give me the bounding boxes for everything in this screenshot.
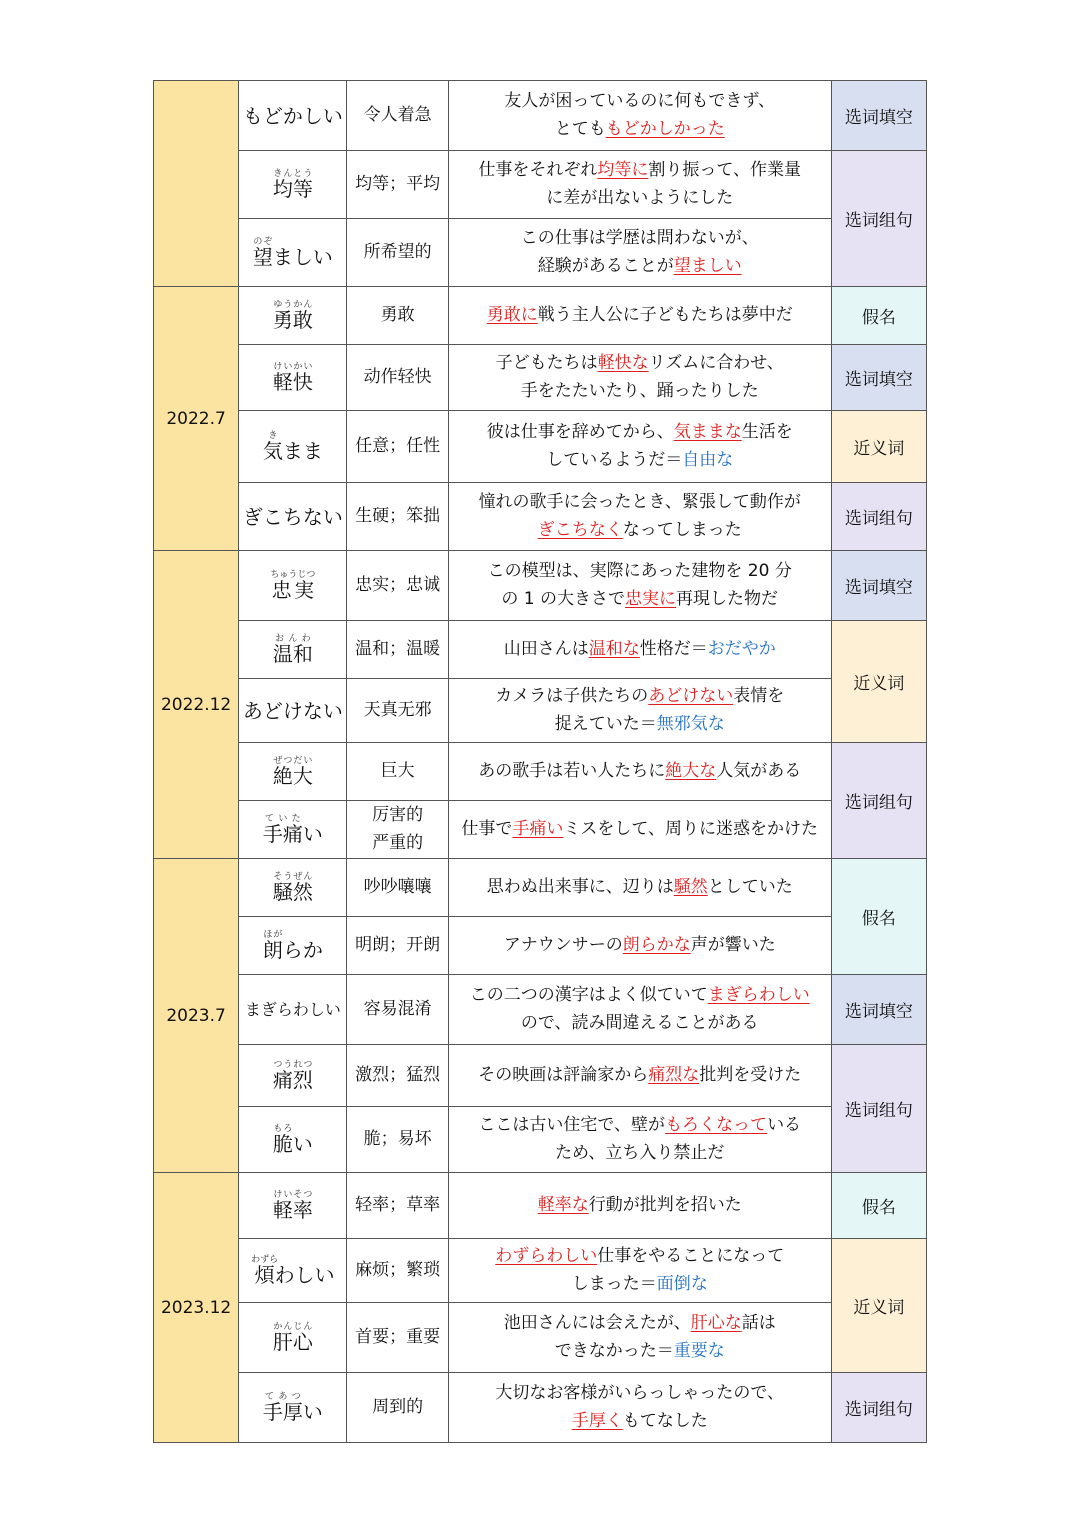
word-cell xyxy=(239,1303,347,1373)
meaning-cell xyxy=(347,679,448,743)
question-type-cell: 假名 xyxy=(831,859,926,975)
word-kanji: 均等 xyxy=(272,176,313,201)
synonym-word: 無邪気な xyxy=(656,713,725,734)
meaning-text-2: 严重的 xyxy=(372,832,424,853)
highlighted-word: 均等に xyxy=(597,160,649,181)
meaning-text: 周到的 xyxy=(372,1396,424,1417)
sentence-text: ため、立ち入り禁止だ xyxy=(555,1142,725,1163)
word-cell xyxy=(239,1173,347,1239)
meaning-cell xyxy=(347,743,448,801)
word-okurigana: わしい xyxy=(274,1262,335,1287)
table-row xyxy=(154,1107,927,1173)
furigana: ていた xyxy=(262,813,303,824)
furigana: もろ xyxy=(272,1123,293,1134)
sentence-text: 友人が困っているのに何もできず、 xyxy=(504,91,776,112)
word-kanji: 手厚 xyxy=(262,1399,303,1424)
example-sentence-cell xyxy=(448,1373,831,1443)
word-with-reading xyxy=(272,1123,293,1156)
word-cell xyxy=(239,551,347,621)
word-kanji: 望 xyxy=(252,244,273,269)
word-cell xyxy=(239,411,347,483)
meaning-text: 令人着急 xyxy=(363,104,432,125)
word-kanji: 騒然 xyxy=(272,879,313,904)
question-type-cell: 选词填空 xyxy=(831,975,926,1045)
meaning-cell xyxy=(347,551,448,621)
word-cell xyxy=(239,801,347,859)
sentence-text: としていた xyxy=(707,876,793,897)
meaning-cell xyxy=(347,1045,448,1107)
word-with-reading xyxy=(272,168,313,201)
meaning-cell xyxy=(347,1107,448,1173)
table-row xyxy=(154,219,927,287)
meaning-cell xyxy=(347,801,448,859)
question-type-cell: 假名 xyxy=(831,1173,926,1239)
example-sentence-cell xyxy=(448,859,831,917)
example-sentence-cell xyxy=(448,1045,831,1107)
sentence-text: できなかった＝ xyxy=(554,1340,674,1361)
word-okurigana: ましい xyxy=(272,244,333,269)
word-cell xyxy=(239,151,347,219)
table-row xyxy=(154,975,927,1045)
word-with-reading xyxy=(272,1321,313,1354)
word-cell xyxy=(239,219,347,287)
table-row xyxy=(154,1239,927,1303)
highlighted-word: 手痛い xyxy=(512,818,564,839)
word-kanji: 朗 xyxy=(262,937,283,962)
highlighted-word: 肝心な xyxy=(690,1313,742,1334)
meaning-text: 容易混淆 xyxy=(363,998,432,1019)
table-row xyxy=(154,743,927,801)
meaning-cell xyxy=(347,1173,448,1239)
word-kanji: 勇敢 xyxy=(272,307,313,332)
meaning-cell xyxy=(347,411,448,483)
word-cell xyxy=(239,1107,347,1173)
meaning-cell xyxy=(347,219,448,287)
furigana: けいそつ xyxy=(272,1189,313,1200)
furigana: わずら xyxy=(251,1254,279,1265)
question-type-cell: 选词组句 xyxy=(831,1373,926,1443)
word-cell xyxy=(239,1045,347,1107)
sentence-text: リズムに合わせ、 xyxy=(648,353,784,374)
furigana: き xyxy=(262,430,283,441)
example-sentence-cell xyxy=(448,975,831,1045)
sentence-text: この模型は、実際にあった建物を 20 分 xyxy=(487,561,792,582)
word-okurigana: い xyxy=(302,821,323,846)
word-okurigana: い xyxy=(302,1399,323,1424)
furigana: けいかい xyxy=(272,361,313,372)
word-kanji: 脆 xyxy=(272,1131,293,1156)
sentence-text: 山田さんは xyxy=(503,638,589,659)
word-cell xyxy=(239,345,347,411)
sentence-text: 捉えていた＝ xyxy=(554,713,657,734)
word-kanji: 肝心 xyxy=(272,1329,313,1354)
sentence-text: 行動が批判を招いた xyxy=(588,1194,742,1215)
example-sentence-cell xyxy=(448,345,831,411)
table-row xyxy=(154,1045,927,1107)
highlighted-word: あどけない xyxy=(648,686,734,707)
exam-date-cell: 2023.7 xyxy=(154,859,239,1173)
sentence-text: 思わぬ出来事に、辺りは xyxy=(486,876,674,897)
sentence-text: あの歌手は若い人たちに xyxy=(478,760,666,781)
example-sentence-cell xyxy=(448,483,831,551)
word-kanji: 痛烈 xyxy=(272,1067,313,1092)
example-sentence-cell xyxy=(448,621,831,679)
meaning-text: 勇敢 xyxy=(380,304,415,325)
meaning-text: 动作轻快 xyxy=(363,366,432,387)
word-cell xyxy=(239,621,347,679)
table-row xyxy=(154,483,927,551)
sentence-text: この仕事は学歴は問わないが、 xyxy=(520,228,759,249)
exam-date-cell: 2022.12 xyxy=(154,551,239,859)
word-with-reading xyxy=(252,236,273,269)
word-with-reading xyxy=(272,361,313,394)
word-cell xyxy=(239,1373,347,1443)
word-kanji: 絶大 xyxy=(272,763,313,788)
meaning-text: 巨大 xyxy=(380,760,415,781)
question-type-cell: 选词组句 xyxy=(831,743,926,859)
example-sentence-cell xyxy=(448,679,831,743)
sentence-text: ので、読み間違えることがある xyxy=(520,1012,759,1033)
highlighted-word: 騒然 xyxy=(673,876,708,897)
exam-date-cell: 2023.12 xyxy=(154,1173,239,1443)
meaning-cell xyxy=(347,483,448,551)
highlighted-word: もどかしかった xyxy=(605,118,725,139)
word-cell xyxy=(239,287,347,345)
furigana: ほが xyxy=(262,929,283,940)
example-sentence-cell xyxy=(448,1303,831,1373)
furigana: てあつ xyxy=(262,1391,303,1402)
table-row xyxy=(154,801,927,859)
meaning-text: 轻率；草率 xyxy=(355,1194,441,1215)
meaning-text: 所希望的 xyxy=(363,241,432,262)
highlighted-word: 朗らかな xyxy=(622,934,691,955)
meaning-text: 厉害的 xyxy=(372,805,424,826)
question-type-cell: 近义词 xyxy=(831,411,926,483)
synonym-word: 自由な xyxy=(682,449,734,470)
sentence-text: この二つの漢字はよく似ていて xyxy=(469,985,708,1006)
highlighted-word: 軽率な xyxy=(537,1194,589,1215)
meaning-cell xyxy=(347,151,448,219)
example-sentence-cell xyxy=(448,219,831,287)
sentence-text: 割り振って、作業量 xyxy=(648,160,802,181)
table-row xyxy=(154,345,927,411)
sentence-text: 憧れの歌手に会ったとき、緊張して動作が xyxy=(478,492,801,513)
meaning-text: 麻烦；繁琐 xyxy=(355,1259,441,1280)
sentence-text: 戦う主人公に子どもたちは夢中だ xyxy=(537,304,793,325)
question-type-cell: 近义词 xyxy=(831,621,926,743)
highlighted-word: わずらわしい xyxy=(495,1246,598,1267)
word-cell xyxy=(239,81,347,151)
sentence-text: に差が出ないようにした xyxy=(546,187,734,208)
sentence-text: しまった＝ xyxy=(571,1273,657,1294)
meaning-text: 任意；任性 xyxy=(355,435,441,456)
question-type-cell: 近义词 xyxy=(831,1239,926,1373)
furigana: おんわ xyxy=(272,633,313,644)
question-type-cell: 选词组句 xyxy=(831,151,926,287)
sentence-text: 人気がある xyxy=(716,760,802,781)
furigana: きんとう xyxy=(272,168,313,179)
furigana: のぞ xyxy=(252,236,273,247)
sentence-text: 仕事をやることになって xyxy=(597,1246,785,1267)
furigana: かんじん xyxy=(272,1321,313,1332)
meaning-text: 首要；重要 xyxy=(355,1326,441,1347)
word-cell xyxy=(239,1239,347,1303)
highlighted-word: 痛烈な xyxy=(648,1064,700,1085)
meaning-text: 明朗；开朗 xyxy=(355,934,441,955)
meaning-cell xyxy=(347,917,448,975)
sentence-text: 彼は仕事を辞めてから、 xyxy=(486,422,674,443)
meaning-text: 激烈；猛烈 xyxy=(355,1064,441,1085)
meaning-cell xyxy=(347,1239,448,1303)
question-type-cell: 选词填空 xyxy=(831,345,926,411)
word-with-reading xyxy=(272,633,313,666)
table-row xyxy=(154,151,927,219)
table-row xyxy=(154,1373,927,1443)
word-kanji: 温和 xyxy=(272,641,313,666)
word-cell xyxy=(239,679,347,743)
sentence-text: 表情を xyxy=(733,686,785,707)
example-sentence-cell xyxy=(448,801,831,859)
furigana: つうれつ xyxy=(272,1059,313,1070)
sentence-text: 仕事で xyxy=(461,818,513,839)
exam-date-cell: 2022.7 xyxy=(154,287,239,551)
highlighted-word: 軽快な xyxy=(597,353,649,374)
word-kanji: 手痛 xyxy=(262,821,303,846)
word-text: ぎこちない xyxy=(242,504,343,529)
meaning-cell xyxy=(347,621,448,679)
sentence-text: 再現した物だ xyxy=(676,588,779,609)
word-text: もどかしい xyxy=(242,103,343,128)
word-with-reading xyxy=(272,1189,313,1222)
sentence-text: 仕事をそれぞれ xyxy=(478,160,598,181)
sentence-text: 話は xyxy=(741,1313,776,1334)
furigana: そうぜん xyxy=(272,871,313,882)
highlighted-word: ぎこちなく xyxy=(537,519,623,540)
example-sentence-cell xyxy=(448,1107,831,1173)
word-text: あどけない xyxy=(242,698,343,723)
example-sentence-cell xyxy=(448,1239,831,1303)
furigana: ぜつだい xyxy=(272,755,313,766)
example-sentence-cell xyxy=(448,917,831,975)
meaning-text: 生硬；笨拙 xyxy=(355,505,441,526)
table-row xyxy=(154,1303,927,1373)
word-cell xyxy=(239,483,347,551)
meaning-text: 吵吵嚷嚷 xyxy=(363,876,432,897)
example-sentence-cell xyxy=(448,551,831,621)
example-sentence-cell xyxy=(448,287,831,345)
highlighted-word: 気ままな xyxy=(673,422,742,443)
sentence-text: 声が響いた xyxy=(690,934,776,955)
word-with-reading xyxy=(262,929,283,962)
meaning-cell xyxy=(347,859,448,917)
highlighted-word: まぎらわしい xyxy=(707,985,810,1006)
example-sentence-cell xyxy=(448,411,831,483)
highlighted-word: 手厚く xyxy=(571,1410,623,1431)
sentence-text: 池田さんには会えたが、 xyxy=(503,1313,691,1334)
word-with-reading xyxy=(272,1059,313,1092)
question-type-cell: 选词填空 xyxy=(831,551,926,621)
meaning-text: 均等；平均 xyxy=(355,173,441,194)
question-type-cell: 选词填空 xyxy=(831,81,926,151)
word-cell xyxy=(239,743,347,801)
table-row xyxy=(154,551,927,621)
word-kanji: 忠実 xyxy=(270,577,316,602)
word-with-reading xyxy=(262,430,283,463)
word-with-reading xyxy=(262,1391,303,1424)
sentence-text: とても xyxy=(554,118,606,139)
sentence-text: 手をたたいたり、踊ったりした xyxy=(520,380,759,401)
word-cell xyxy=(239,859,347,917)
table-row xyxy=(154,287,927,345)
sentence-text: その映画は評論家から xyxy=(478,1064,649,1085)
highlighted-word: 忠実に xyxy=(625,588,677,609)
word-with-reading xyxy=(272,755,313,788)
word-text: まぎらわしい xyxy=(244,999,341,1019)
example-sentence-cell xyxy=(448,151,831,219)
synonym-word: 面倒な xyxy=(656,1273,708,1294)
meaning-cell xyxy=(347,81,448,151)
example-sentence-cell xyxy=(448,743,831,801)
meaning-text: 忠实；忠诚 xyxy=(355,574,441,595)
sentence-text: 批判を受けた xyxy=(699,1064,802,1085)
word-with-reading xyxy=(272,299,313,332)
meaning-cell xyxy=(347,975,448,1045)
table-row xyxy=(154,859,927,917)
meaning-text: 天真无邪 xyxy=(363,699,432,720)
sentence-text: 性格だ＝ xyxy=(639,638,708,659)
meaning-text: 脆；易坏 xyxy=(363,1128,432,1149)
sentence-text: カメラは子供たちの xyxy=(495,686,649,707)
highlighted-word: 絶大な xyxy=(665,760,717,781)
sentence-text: 子どもたちは xyxy=(495,353,598,374)
example-sentence-cell xyxy=(448,81,831,151)
synonym-word: おだやか xyxy=(707,638,776,659)
sentence-text: しているようだ＝ xyxy=(546,449,683,470)
question-type-cell: 假名 xyxy=(831,287,926,345)
furigana: ゆうかん xyxy=(272,299,313,310)
sentence-text: もてなした xyxy=(622,1410,708,1431)
question-type-cell: 选词组句 xyxy=(831,1045,926,1173)
word-with-reading xyxy=(270,569,316,602)
meaning-cell xyxy=(347,287,448,345)
sentence-text: 経験があることが xyxy=(537,255,674,276)
meaning-cell xyxy=(347,1303,448,1373)
word-with-reading xyxy=(272,871,313,904)
sentence-text: 生活を xyxy=(741,422,793,443)
word-with-reading xyxy=(251,1254,279,1287)
word-with-reading xyxy=(262,813,303,846)
table-row xyxy=(154,411,927,483)
word-kanji: 軽快 xyxy=(272,369,313,394)
furigana: ちゅうじつ xyxy=(270,569,316,580)
meaning-cell xyxy=(347,1373,448,1443)
word-okurigana: まま xyxy=(282,438,323,463)
vocab-table xyxy=(153,80,927,1443)
table-row xyxy=(154,1173,927,1239)
table-row xyxy=(154,679,927,743)
highlighted-word: 温和な xyxy=(588,638,640,659)
word-cell xyxy=(239,975,347,1045)
highlighted-word: もろくなって xyxy=(665,1115,768,1136)
sentence-text: いる xyxy=(767,1115,802,1136)
meaning-cell xyxy=(347,345,448,411)
meaning-text: 温和；温暖 xyxy=(355,638,441,659)
sentence-text: なってしまった xyxy=(622,519,742,540)
highlighted-word: 勇敢に xyxy=(486,304,538,325)
sentence-text: 大切なお客様がいらっしゃったので、 xyxy=(495,1383,785,1404)
word-okurigana: い xyxy=(292,1131,313,1156)
example-sentence-cell xyxy=(448,1173,831,1239)
highlighted-word: 望ましい xyxy=(673,255,742,276)
synonym-word: 重要な xyxy=(673,1340,725,1361)
word-cell xyxy=(239,917,347,975)
table-row xyxy=(154,917,927,975)
word-okurigana: らか xyxy=(282,937,323,962)
sentence-text: アナウンサーの xyxy=(503,934,623,955)
exam-date-cell xyxy=(154,81,239,287)
sentence-text: の 1 の大きさで xyxy=(501,588,626,609)
word-kanji: 気 xyxy=(262,438,283,463)
table-row xyxy=(154,81,927,151)
word-kanji: 煩 xyxy=(251,1262,279,1287)
sentence-text: ミスをして、周りに迷惑をかけた xyxy=(563,818,819,839)
question-type-cell: 选词组句 xyxy=(831,483,926,551)
sentence-text: ここは古い住宅で、壁が xyxy=(478,1115,666,1136)
table-row xyxy=(154,621,927,679)
word-kanji: 軽率 xyxy=(272,1197,313,1222)
